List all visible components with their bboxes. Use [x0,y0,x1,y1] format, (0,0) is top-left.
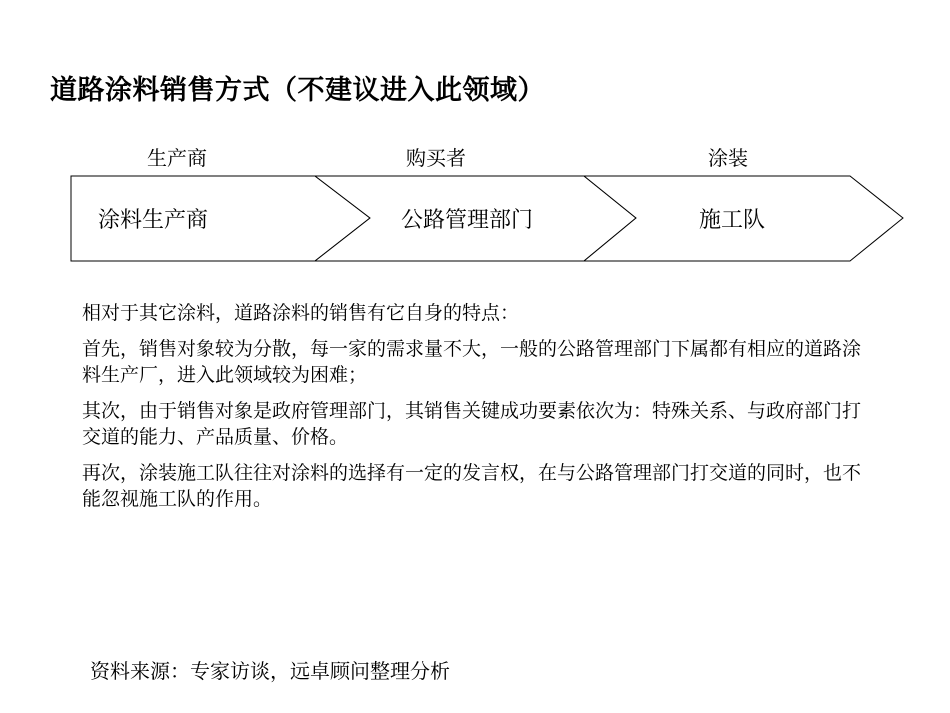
chain-stage-contractor-label: 施工队 [699,208,766,233]
role-label-buyer: 购买者 [406,146,466,170]
body-text [82,300,872,522]
chain-stage-producer-label: 涂料生产商 [98,208,209,233]
role-label-coating: 涂装 [708,146,748,170]
paragraph-first: 首先，销售对象较为分散，每一家的需求量不大，一般的公路管理部门下属都有相应的道路涂料生产厂，进入此领域较为困难； [82,338,862,386]
chain-stage-buyer-label: 公路管理部门 [401,208,534,233]
source-note: 资料来源：专家访谈，远卓顾问整理分析 [90,659,450,683]
paragraph-third: 再次，涂装施工队往往对涂料的选择有一定的发言权，在与公路管理部门打交道的同时，也不能忽视施工队的作用。 [82,462,862,510]
page-title: 道路涂料销售方式（不建议进入此领域） [50,75,545,106]
role-label-producer: 生产商 [147,146,207,170]
paragraph-intro: 相对于其它涂料，道路涂料的销售有它自身的特点： [82,302,520,324]
paragraph-second: 其次，由于销售对象是政府管理部门，其销售关键成功要素依次为：特殊关系、与政府部门打交道的能力、产品质量、价格。 [82,400,862,448]
